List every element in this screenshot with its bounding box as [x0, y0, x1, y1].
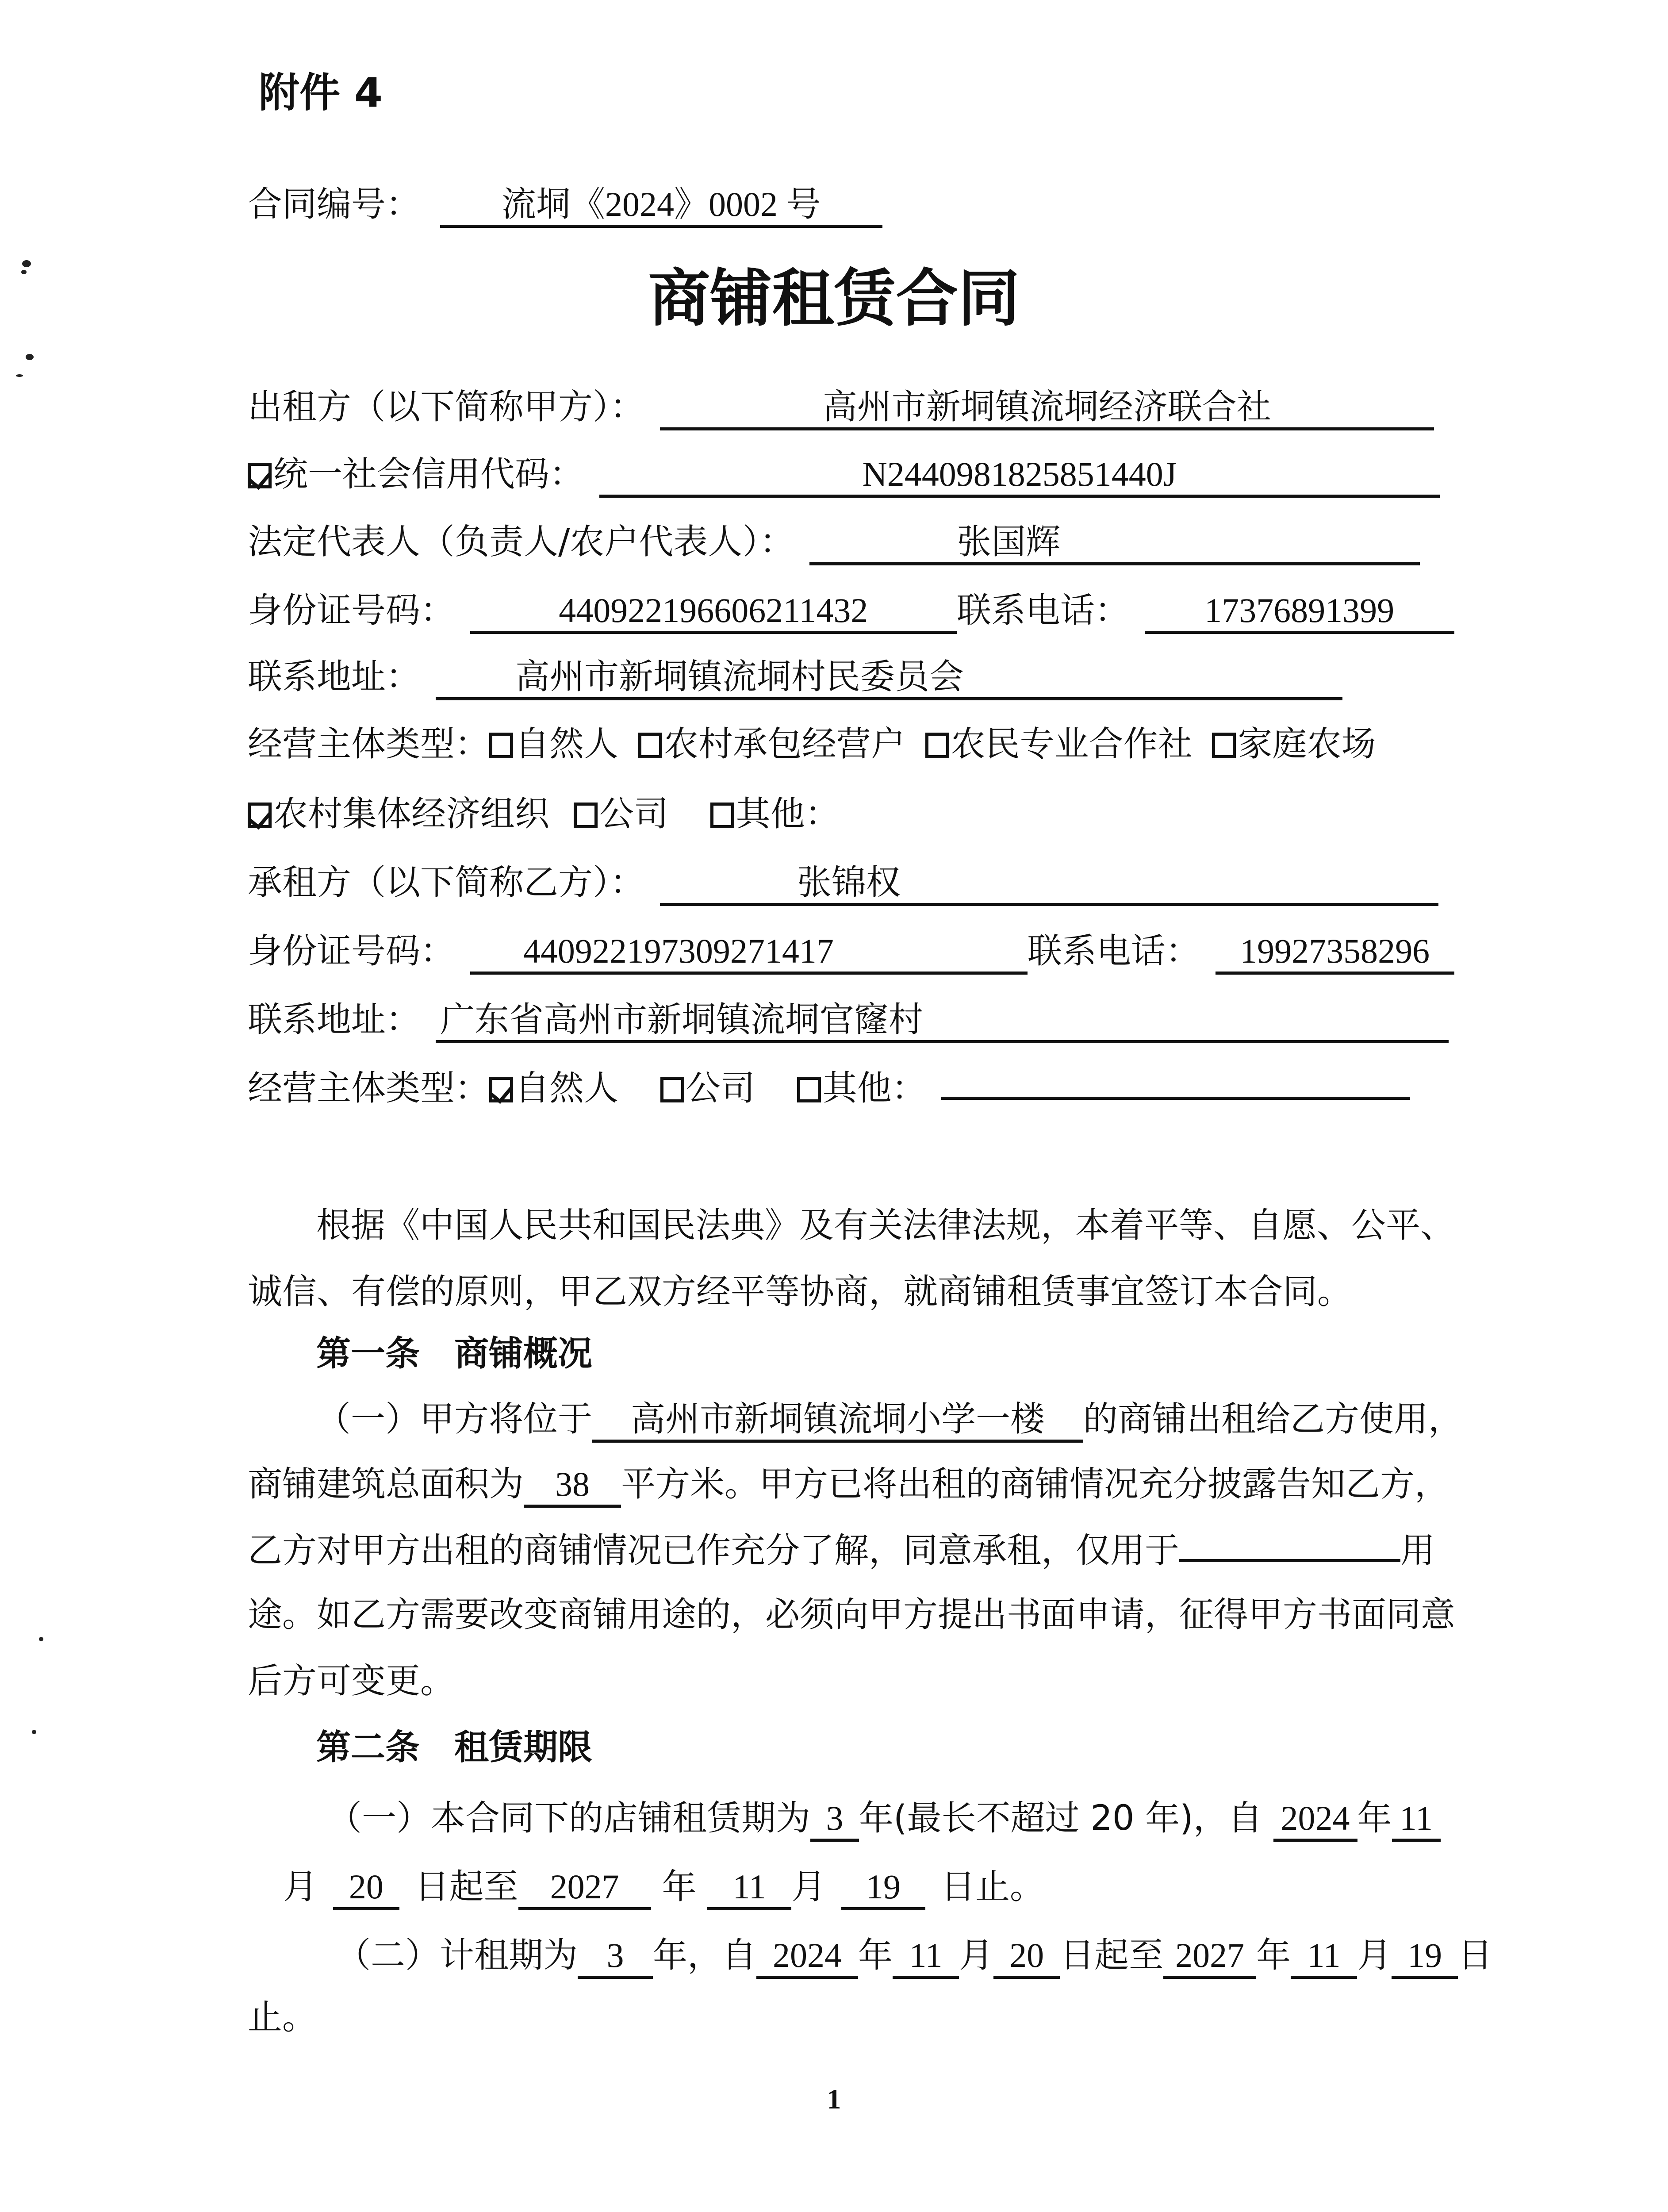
lessor-address-label: 联系地址：	[248, 657, 421, 697]
lessor-phone-label: 联系电话：	[956, 591, 1129, 630]
lease-start-year: 2024	[1273, 1798, 1357, 1842]
lessor-entity-checkbox-contract-household[interactable]	[638, 733, 662, 758]
billing-start-day: 20	[993, 1935, 1060, 1979]
lessee-id-label: 身份证号码：	[248, 931, 455, 971]
billing-end-year: 2027	[1163, 1935, 1256, 1979]
lessor-entity-checkbox-company[interactable]	[574, 803, 598, 828]
billing-term-years: 3	[578, 1935, 653, 1979]
preamble-line-2: 诚信、有偿的原则，甲乙双方经平等协商，就商铺租赁事宜签订本合同。	[248, 1272, 1352, 1312]
lessee-phone-value: 19927358296	[1216, 931, 1454, 975]
lessor-entity-option-label: 农村集体经济组织	[273, 794, 550, 834]
lessor-id-row	[248, 588, 1454, 634]
lessor-entity-row-1	[248, 722, 1376, 766]
contract-number-row	[248, 182, 882, 228]
article-2-clause-2-line-1: （二）计租期为 3 年，自 2024 年 11 月 20 日起至 2027 年 11 月 19 日	[336, 1933, 1492, 1979]
lease-start-day: 20	[333, 1866, 399, 1910]
article-1-line-2: 商铺建筑总面积为 38 平方米。甲方已将出租的商铺情况充分披露告知乙方，	[248, 1462, 1449, 1508]
scan-speck	[16, 374, 23, 377]
lessor-entity-row-2	[248, 792, 840, 836]
article-1-heading: 第一条 商铺概况	[316, 1334, 593, 1374]
lessor-name: 高州市新垌镇流垌经济联合社	[660, 387, 1434, 430]
lessee-label: 承租方（以下简称乙方）：	[248, 863, 645, 902]
lessor-phone-value: 17376891399	[1145, 590, 1454, 634]
lessee-entity-option-label: 自然人	[515, 1068, 619, 1108]
lease-end-year: 2027	[518, 1866, 651, 1910]
article-2-clause-1-line-2: 月 20 日起至 2027 年 11 月 19 日止。	[283, 1865, 1044, 1910]
lease-end-day: 19	[841, 1866, 925, 1910]
article-2-clause-2-line-2: 止。	[248, 1997, 317, 2037]
lessee-row	[248, 860, 1438, 906]
lessee-entity-checkbox-company[interactable]	[660, 1077, 684, 1102]
lessee-address-value: 广东省高州市新垌镇流垌官窿村	[436, 999, 1449, 1043]
lease-term-years: 3	[810, 1798, 859, 1842]
document-title: 商铺租赁合同	[648, 262, 1020, 335]
article-1-line-5: 后方可变更。	[248, 1661, 455, 1701]
lessee-phone-label: 联系电话：	[1027, 931, 1200, 971]
lessor-address-value: 高州市新垌镇流垌村民委员会	[436, 657, 1342, 700]
lessor-address-row	[248, 655, 1342, 700]
lease-start-month: 11	[1392, 1798, 1441, 1842]
lessee-entity-option-label: 公司	[686, 1068, 755, 1108]
credit-code-value: N2440981825851440J	[599, 454, 1440, 498]
contract-number-label: 合同编号：	[248, 184, 421, 224]
lessee-entity-label: 经营主体类型：	[248, 1068, 490, 1108]
article-1-line-1: （一）甲方将位于 高州市新垌镇流垌小学一楼 的商铺出租给乙方使用，	[316, 1397, 1463, 1443]
lessee-name: 张锦权	[660, 862, 1438, 906]
lessee-entity-option-label: 其他：	[822, 1068, 926, 1108]
lessor-entity-option-label: 家庭农场	[1238, 724, 1376, 764]
billing-end-month: 11	[1291, 1935, 1357, 1979]
lessor-label: 出租方（以下简称甲方）：	[248, 387, 645, 427]
lessee-entity-checkbox-other[interactable]	[797, 1077, 821, 1102]
lessor-entity-checkbox-cooperative[interactable]	[925, 733, 949, 758]
lessee-id-value: 440922197309271417	[470, 931, 1028, 975]
scan-speck	[32, 1730, 36, 1734]
scan-speck	[26, 354, 34, 360]
shop-area: 38	[524, 1464, 621, 1508]
lessee-address-row	[248, 998, 1449, 1043]
article-2-clause-1-line-1: （一）本合同下的店铺租赁期为 3 年(最长不超过 20 年)，自 2024 年 11	[327, 1796, 1441, 1842]
shop-usage-field[interactable]	[1179, 1559, 1400, 1562]
lessor-entity-checkbox-family-farm[interactable]	[1212, 733, 1236, 758]
credit-code-row	[248, 452, 1440, 498]
article-1-line-4: 途。如乙方需要改变商铺用途的，必须向甲方提出书面申请，征得甲方书面同意	[248, 1595, 1456, 1635]
billing-start-month: 11	[893, 1935, 959, 1979]
lessee-entity-row	[248, 1066, 1410, 1110]
lessor-row	[248, 385, 1434, 430]
lessor-entity-option-label: 自然人	[515, 724, 619, 764]
contract-number-value: 流垌《2024》0002 号	[440, 184, 882, 228]
legal-rep-row	[248, 520, 1420, 565]
credit-code-checkbox[interactable]	[248, 463, 272, 488]
shop-location: 高州市新垌镇流垌小学一楼	[592, 1399, 1083, 1443]
lessor-id-label: 身份证号码：	[248, 591, 455, 630]
billing-start-year: 2024	[756, 1935, 858, 1979]
attachment-label: 附件 4	[259, 69, 383, 116]
article-1-line-3: 乙方对甲方出租的商铺情况已作充分了解，同意承租，仅用于 用	[248, 1531, 1435, 1571]
legal-rep-value: 张国辉	[809, 522, 1420, 565]
lessor-entity-label: 经营主体类型：	[248, 724, 490, 764]
page-number: 1	[827, 2083, 841, 2115]
lessor-entity-checkbox-collective[interactable]	[248, 803, 272, 828]
lessee-entity-checkbox-natural-person[interactable]	[489, 1077, 513, 1102]
lessee-address-label: 联系地址：	[248, 1000, 421, 1040]
lessee-id-row	[248, 929, 1454, 975]
article-2-heading: 第二条 租赁期限	[316, 1728, 593, 1767]
preamble-line-1: 根据《中国人民共和国民法典》及有关法律法规，本着平等、自愿、公平、	[316, 1206, 1455, 1245]
lessor-entity-checkbox-natural-person[interactable]	[489, 733, 513, 758]
scan-speck	[39, 1637, 43, 1641]
lessor-entity-option-label: 公司	[599, 794, 668, 834]
lessor-entity-checkbox-other[interactable]	[710, 803, 734, 828]
credit-code-label: 统一社会信用代码：	[273, 454, 584, 494]
lessor-entity-option-label: 其他：	[736, 794, 840, 834]
lessee-entity-other-field[interactable]	[941, 1097, 1410, 1100]
legal-rep-label: 法定代表人（负责人/农户代表人）：	[248, 522, 794, 562]
lessor-id-value: 440922196606211432	[470, 590, 957, 634]
billing-end-day: 19	[1392, 1935, 1458, 1979]
lessor-entity-option-label: 农民专业合作社	[951, 724, 1193, 764]
lessor-entity-option-label: 农村承包经营户	[663, 724, 905, 764]
lease-end-month: 11	[707, 1866, 791, 1910]
